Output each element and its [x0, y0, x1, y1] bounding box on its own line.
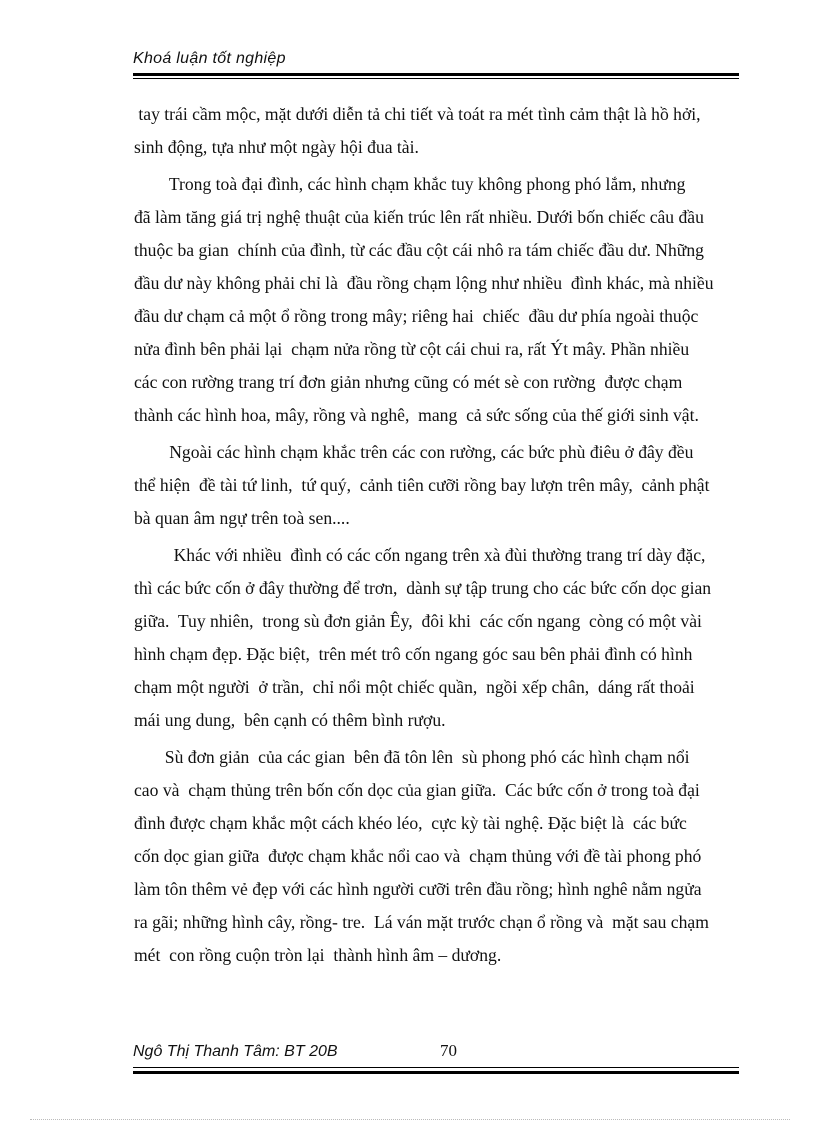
- paragraph: [134, 98, 738, 164]
- text-line: Sù đơn giản của các gian bên đã tôn lên sù phong phó các hình chạm nổi: [134, 747, 690, 767]
- text-line: làm tôn thêm vẻ đẹp với các hình người cưỡi trên đầu rồng; hình nghê nằm ngửa: [134, 879, 702, 899]
- text-line: mái ung dung, bên cạnh có thêm bình rượu.: [134, 710, 446, 730]
- text-line: ra gãi; những hình cây, rồng- tre. Lá ván mặt trước chạn ổ rồng và mặt sau chạm: [134, 912, 709, 932]
- text-line: đã làm tăng giá trị nghệ thuật của kiến trúc lên rất nhiều. Dưới bốn chiếc câu đầu: [134, 207, 704, 227]
- footer-author: Ngô Thị Thanh Tâm: BT 20B: [133, 1043, 338, 1060]
- paragraph: [134, 539, 738, 737]
- paragraph: [134, 168, 738, 432]
- page-edge-dots: [30, 1119, 790, 1120]
- text-line: mét con rồng cuộn tròn lại thành hình âm – dương.: [134, 945, 502, 965]
- paragraph: [134, 741, 738, 972]
- text-line: tay trái cầm mộc, mặt dưới diễn tả chi tiết và toát ra mét tình cảm thật là hồ hởi,: [134, 104, 701, 124]
- text-line: đầu dư này không phải chỉ là đầu rồng chạm lộng như nhiều đình khác, mà nhiều: [134, 273, 714, 293]
- text-line: nửa đình bên phải lại chạm nửa rồng từ cột cái chui ra, rất Ýt mây. Phần nhiều: [134, 339, 690, 359]
- text-line: chạm một người ở trần, chỉ nổi một chiếc quần, ngồi xếp chân, dáng rất thoải: [134, 677, 695, 697]
- text-line: cốn dọc gian giữa được chạm khắc nổi cao và chạm thủng với đề tài phong phó: [134, 846, 702, 866]
- text-line: Khác với nhiều đình có các cốn ngang trên xà đùi thường trang trí dày đặc,: [134, 545, 706, 565]
- text-line: Trong toà đại đình, các hình chạm khắc tuy không phong phó lắm, nhưng: [134, 174, 686, 194]
- text-line: giữa. Tuy nhiên, trong sù đơn giản Êy, đôi khi các cốn ngang còng có một vài: [134, 611, 702, 631]
- text-line: các con rường trang trí đơn giản nhưng cũng có mét sè con rường được chạm: [134, 372, 683, 392]
- page-number: 70: [440, 1041, 457, 1060]
- footer-rule-thick: [133, 1071, 739, 1074]
- header-title: Khoá luận tốt nghiệp: [133, 50, 286, 67]
- body-text: [134, 98, 738, 972]
- text-line: thuộc ba gian chính của đình, từ các đầu cột cái nhô ra tám chiếc đầu dư. Những: [134, 240, 704, 260]
- header-rule-thick: [133, 73, 739, 76]
- text-line: đình được chạm khắc một cách khéo léo, cực kỳ tài nghệ. Đặc biệt là các bức: [134, 813, 687, 833]
- paragraph: [134, 436, 738, 535]
- footer-rule-thin: [133, 1067, 739, 1068]
- header-rule-thin: [133, 78, 739, 79]
- text-line: sinh động, tựa như một ngày hội đua tài.: [134, 137, 419, 157]
- text-line: thành các hình hoa, mây, rồng và nghê, mang cả sức sống của thế giới sinh vật.: [134, 405, 699, 425]
- text-line: hình chạm đẹp. Đặc biệt, trên mét trô cốn ngang góc sau bên phải đình có hình: [134, 644, 693, 664]
- text-line: thì các bức cốn ở đây thường để trơn, dành sự tập trung cho các bức cốn dọc gian: [134, 578, 712, 598]
- text-line: bà quan âm ngự trên toà sen....: [134, 508, 350, 528]
- text-line: Ngoài các hình chạm khắc trên các con rường, các bức phù điêu ở đây đều: [134, 442, 694, 462]
- text-line: cao và chạm thủng trên bốn cốn dọc của gian giữa. Các bức cốn ở trong toà đại: [134, 780, 700, 800]
- text-line: thể hiện đề tài tứ linh, tứ quý, cảnh tiên cưỡi rồng bay lượn trên mây, cảnh phật: [134, 475, 710, 495]
- text-line: đầu dư chạm cả một ổ rồng trong mây; riêng hai chiếc đầu dư phía ngoài thuộc: [134, 306, 699, 326]
